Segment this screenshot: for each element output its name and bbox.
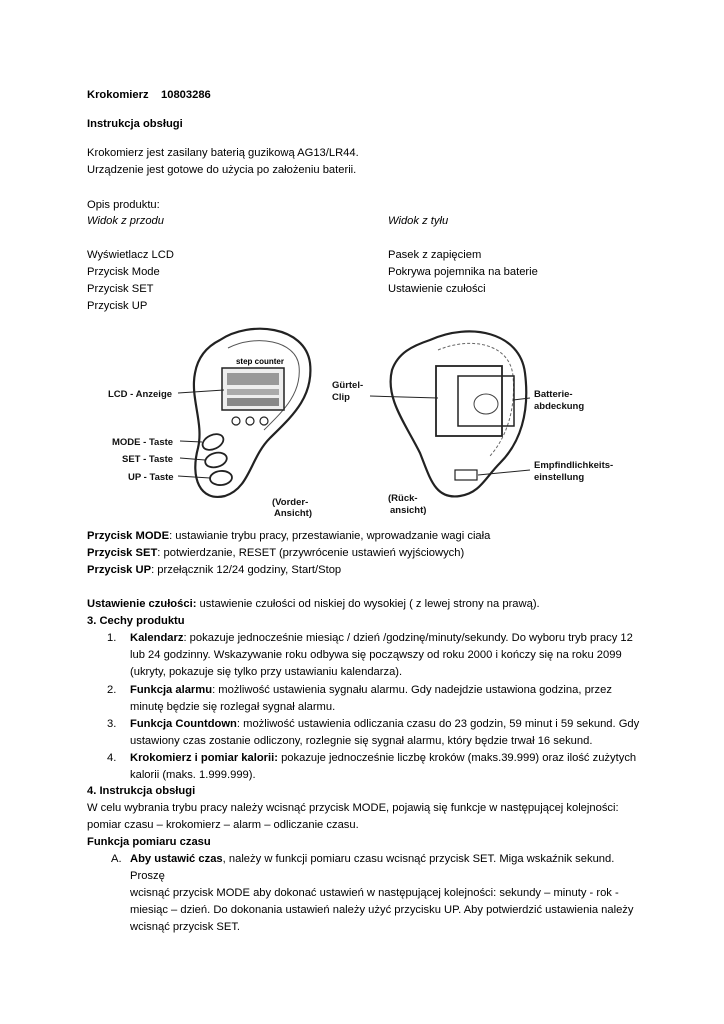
front-view-caption: (Vorder- [272,497,309,508]
front-item: Przycisk Mode [87,266,160,278]
front-view-heading: Widok z przodu [87,215,165,227]
battery-cover-label: Batterie- [534,389,573,400]
set-button [204,450,229,469]
device-title: step counter [235,357,285,366]
lcd-label: LCD - Anzeige [108,389,173,400]
product-name: Krokomierz [87,89,149,101]
document-subtitle: Instrukcja obsługi [87,118,183,130]
instruction-letter: A. [111,853,122,865]
document-title [87,88,211,103]
back-item: Pasek z zapięciem [388,249,482,261]
back-view-caption: ansicht) [390,505,427,516]
instruction-line-1: W celu wybrania trybu pracy należy wcisnąć przycisk MODE, pojawią się funkcje w następującej kolejności: [87,802,619,814]
feature-number: 1. [107,632,117,644]
sensitivity-description: Ustawienie czułości: ustawienie czułości od niskiej do wysokiej ( z lewej strony na prawą). [87,598,540,610]
set-label: SET - Taste [122,454,174,465]
pedometer-diagram [100,318,640,528]
front-item: Wyświetlacz LCD [87,249,174,261]
mode-label: MODE - Taste [112,437,174,448]
description-heading: Opis produktu: [87,199,160,211]
mode-button [200,431,226,453]
instruction-item: Aby ustawić czas, należy w funkcji pomiaru czasu wcisnąć przycisk SET. Miga wskaźnik sekund. Proszę wcisnąć przycisk MODE aby dokonać ustawień w następującej kolejności: sekundy – minuty - rok - miesiąc – dzień. Do dokonania ustawień należy użyć przycisku UP. Aby potwierdzić ustawienia należy wcisnąć przycisk SET. [130,853,634,933]
up-button [209,470,232,486]
front-item: Przycisk UP [87,300,148,312]
front-device-outline [194,329,311,497]
product-code: 10803286 [161,89,211,101]
feature-item: Funkcja alarmu: możliwość ustawienia sygnału alarmu. Gdy nadejdzie ustawiona godzina, przez minutę będzie się rozlegał sygnał alarmu. [130,684,612,713]
feature-item: Kalendarz: pokazuje jednocześnie miesiąc / dzień /godzinę/minuty/sekundy. Do wyboru tryb pracy 12 lub 24 godzinny. Wskazywanie roku odbywa się począwszy od roku 2000 i kończy się na roku 2099 (ukryty, pokazuje się tylko przy ustawianiu kalendarza). [130,632,633,678]
back-device [391,331,527,496]
front-device [194,329,311,497]
up-label: UP - Taste [128,472,174,483]
feature-item: Funkcja Countdown: możliwość ustawienia odliczania czasu do 23 godzin, 59 minut i 59 sekund. Gdy ustawiony czas zostanie odliczony, rozlegnie się sygnał alarmu, który będzie trwał 16 sekund. [130,718,640,747]
set-button-description: Przycisk SET: potwierdzanie, RESET (przywrócenie ustawień wyjściowych) [87,547,465,559]
battery-cover-label: abdeckung [534,401,585,412]
sensitivity-label: Empfindlichkeits- [534,460,614,471]
instruction-heading: 4. Instrukcja obsługi [87,785,196,797]
gear-icon [260,417,268,425]
intro-line-1: Krokomierz jest zasilany baterią guzikową AG13/LR44. [87,147,359,159]
gear-icon [232,417,240,425]
feature-number: 3. [107,718,117,730]
clip-label: Gürtel- [332,380,364,391]
battery-cover [458,376,514,426]
gear-icon [246,417,254,425]
feature-item: Krokomierz i pomiar kalorii: pokazuje jednocześnie liczbę kroków (maks.39.999) oraz ilość zużytych kalorii (maks. 1.999.999). [130,752,637,781]
feature-number: 4. [107,752,117,764]
instruction-line-2: pomiar czasu – krokomierz – alarm – odliczanie czasu. [87,819,359,831]
clip-label: Clip [332,392,350,403]
back-view-caption: (Rück- [388,493,418,504]
sensitivity-switch [455,470,477,480]
instruction-subheading: Funkcja pomiaru czasu [87,836,211,848]
mode-button-description: Przycisk MODE: ustawianie trybu pracy, przestawianie, wprowadzanie wagi ciała [87,530,491,542]
intro-line-2: Urządzenie jest gotowe do użycia po założeniu baterii. [87,164,357,176]
back-view-heading: Widok z tyłu [388,215,449,227]
feature-number: 2. [107,684,117,696]
back-item: Ustawienie czułości [388,283,486,295]
sensitivity-label: einstellung [534,472,585,483]
features-heading: 3. Cechy produktu [87,615,185,627]
front-view-caption: Ansicht) [274,508,312,519]
up-button-description: Przycisk UP: przełącznik 12/24 godziny, Start/Stop [87,564,342,576]
back-item: Pokrywa pojemnika na baterie [388,266,538,278]
front-item: Przycisk SET [87,283,154,295]
